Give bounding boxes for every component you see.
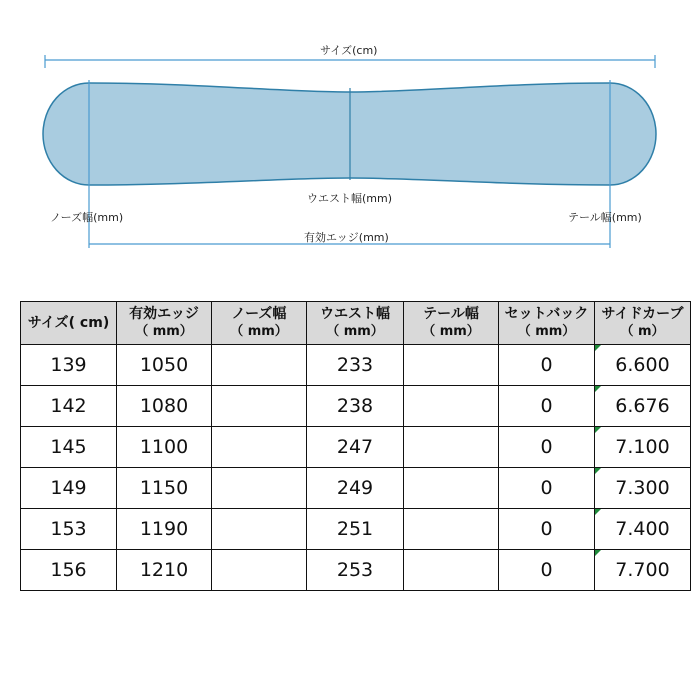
header-tail: テール幅 （ mm） <box>404 302 499 345</box>
cell-nose <box>212 468 307 509</box>
tail-label: テール幅(mm) <box>568 211 642 224</box>
cell-nose <box>212 509 307 550</box>
cell-size: 153 <box>21 509 117 550</box>
cell-nose <box>212 427 307 468</box>
cell-sidecut: 7.300 <box>595 468 691 509</box>
header-nose: ノーズ幅 （ mm） <box>212 302 307 345</box>
cell-edge: 1080 <box>117 386 212 427</box>
cell-waist: 238 <box>307 386 404 427</box>
cell-setback: 0 <box>499 509 595 550</box>
cell-setback: 0 <box>499 468 595 509</box>
cell-waist: 249 <box>307 468 404 509</box>
cell-tail <box>404 550 499 591</box>
header-edge: 有効エッジ （ mm） <box>117 302 212 345</box>
cell-nose <box>212 386 307 427</box>
cell-setback: 0 <box>499 345 595 386</box>
board-diagram <box>0 0 700 260</box>
cell-edge: 1100 <box>117 427 212 468</box>
nose-label: ノーズ幅(mm) <box>50 211 124 224</box>
cell-tail <box>404 345 499 386</box>
table-row <box>21 468 691 509</box>
cell-setback: 0 <box>499 427 595 468</box>
cell-setback: 0 <box>499 386 595 427</box>
cell-tail <box>404 386 499 427</box>
cell-edge: 1150 <box>117 468 212 509</box>
cell-tail <box>404 468 499 509</box>
table-row <box>21 386 691 427</box>
header-waist: ウエスト幅 （ mm） <box>307 302 404 345</box>
table-row <box>21 427 691 468</box>
cell-sidecut: 7.400 <box>595 509 691 550</box>
cell-waist: 251 <box>307 509 404 550</box>
table-row <box>21 550 691 591</box>
header-size: サイズ( cm) <box>21 302 117 345</box>
waist-label: ウエスト幅(mm) <box>307 192 393 205</box>
cell-edge: 1050 <box>117 345 212 386</box>
cell-size: 139 <box>21 345 117 386</box>
cell-size: 156 <box>21 550 117 591</box>
cell-nose <box>212 345 307 386</box>
cell-nose <box>212 550 307 591</box>
cell-tail <box>404 427 499 468</box>
cell-size: 149 <box>21 468 117 509</box>
spec-table <box>20 301 691 591</box>
cell-sidecut: 6.676 <box>595 386 691 427</box>
size-label: サイズ(cm) <box>320 44 378 57</box>
cell-size: 142 <box>21 386 117 427</box>
cell-sidecut: 6.600 <box>595 345 691 386</box>
cell-sidecut: 7.100 <box>595 427 691 468</box>
table-header-row <box>21 302 691 345</box>
edge-label: 有効エッジ(mm) <box>304 231 389 244</box>
cell-edge: 1210 <box>117 550 212 591</box>
header-sidecut: サイドカーブ （ m） <box>595 302 691 345</box>
cell-setback: 0 <box>499 550 595 591</box>
cell-tail <box>404 509 499 550</box>
header-setback: セットバック （ mm） <box>499 302 595 345</box>
cell-sidecut: 7.700 <box>595 550 691 591</box>
cell-waist: 253 <box>307 550 404 591</box>
table-row <box>21 509 691 550</box>
cell-size: 145 <box>21 427 117 468</box>
table-row <box>21 345 691 386</box>
cell-waist: 233 <box>307 345 404 386</box>
cell-edge: 1190 <box>117 509 212 550</box>
cell-waist: 247 <box>307 427 404 468</box>
